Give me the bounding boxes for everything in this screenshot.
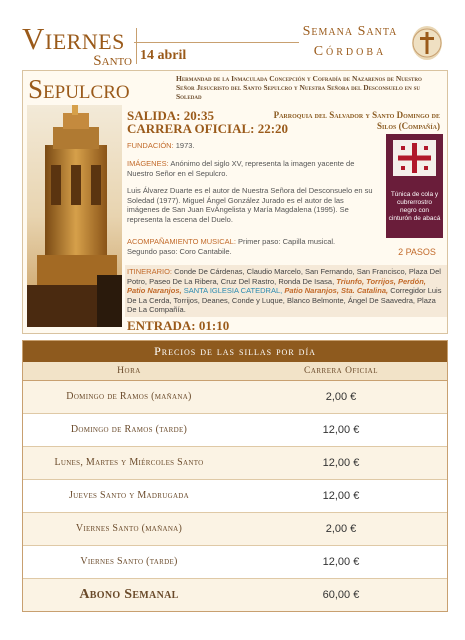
brotherhood-title: Sepulcro: [28, 74, 130, 104]
row-price: 12,00 €: [322, 424, 360, 436]
row-price: 2,00 €: [325, 523, 357, 535]
table-row: [23, 480, 447, 513]
cross-logo-icon: [412, 26, 442, 60]
table-row: [23, 414, 447, 447]
brotherhood-full-name: Hermandad de la Inmaculada Concepción y Cofradía de Nazarenos de Nuestro Señor Jesucristo del Santo Sepulcro y Nuestra Señora del Desconsuelo en su Soledad: [176, 74, 422, 101]
musica-2: Segundo paso: Coro Cantabile.: [127, 246, 232, 256]
date: 14 abril: [140, 48, 187, 63]
brand-line-1: Semana Santa: [302, 24, 398, 39]
itinerario-highlight-1: Triunfo, Torrijos, Perdón, Patio Naranjos,: [127, 276, 426, 295]
row-label: Jueves Santo y Madrugada: [68, 490, 190, 501]
parroquia: Parroquia del Salvador y Santo Domingo de Silos (Compañía): [273, 110, 440, 131]
row-label: Lunes, Martes y Miércoles Santo: [54, 457, 204, 468]
day-sub: Santo: [93, 53, 132, 69]
table-row: [23, 381, 447, 414]
carrera-oficial-time: CARRERA OFICIAL: 22:20: [127, 121, 289, 136]
pasos: 2 PASOS: [398, 247, 436, 257]
row-label: Viernes Santo (tarde): [80, 556, 178, 567]
row-price: 2,00 €: [325, 391, 357, 403]
table-row: [23, 546, 447, 579]
musica-1: Primer paso: Capilla musical.: [238, 237, 336, 246]
salida-time: SALIDA: 20:35: [127, 108, 215, 123]
row-price: 12,00 €: [322, 490, 360, 502]
row-label: Viernes Santo (mañana): [75, 523, 183, 534]
emblem-icon: [393, 140, 436, 176]
imagenes: [127, 159, 377, 178]
musica-label: ACOMPAÑAMIENTO MUSICAL:: [127, 237, 236, 246]
fundacion-label: FUNDACIÓN:: [127, 141, 174, 150]
itinerario-catedral: SANTA IGLESIA CATEDRAL,: [183, 286, 283, 295]
row-label: Domingo de Ramos (tarde): [70, 424, 188, 435]
autores: Luis Álvarez Duarte es el autor de Nuestra Señora del Desconsuelo en su Soledad (1977). Miguel Ángel González Jurado es el autor de las imágenes de San Juan EvÁngelista y María Magdalena (1995). Se representa la escena del Duelo.: [127, 186, 373, 224]
row-price: 12,00 €: [322, 457, 360, 469]
itinerario: [125, 265, 447, 317]
col-hora-header: Hora: [117, 366, 141, 376]
musica: [127, 237, 377, 256]
vestment-box: [386, 134, 443, 238]
fundacion: [127, 141, 377, 151]
prices-rows: [23, 381, 447, 611]
prices-table: [22, 340, 448, 612]
day-name: Viernes: [22, 21, 125, 56]
row-label: Domingo de Ramos (mañana): [66, 391, 192, 402]
itinerario-highlight-2: Patio Naranjos, Sta. Catalina,: [284, 286, 389, 295]
table-row: [23, 447, 447, 480]
vestment-text: Túnica de cola y cubrerrostro negro con cinturón de abacá: [388, 191, 441, 222]
day-heading: [22, 21, 134, 69]
prices-title: Precios de las sillas por día: [23, 341, 447, 362]
row-price: 60,00 €: [322, 589, 360, 601]
itinerario-label: ITINERARIO:: [127, 267, 173, 276]
header-divider-vertical: [136, 28, 137, 64]
table-row: [23, 513, 447, 546]
imagenes-value: Anónimo del siglo XV, representa la imagen yacente de Nuestro Señor en el Sepulcro.: [127, 159, 355, 178]
itinerario-part-1: Conde De Cárdenas, Claudio Marcelo, San Fernando, San Francisco, Plaza Del Potro, Paseo De La Ribera, Cruz Del Rastro, Ronda De Isasa,: [127, 267, 441, 286]
brand-line-2: Córdoba: [313, 44, 387, 59]
col-carrera-header: Carrera Oficial: [303, 366, 379, 376]
table-row-abono: [23, 579, 447, 611]
row-price: 12,00 €: [322, 556, 360, 568]
prices-header-row: [23, 362, 447, 381]
row-label: Abono Semanal: [79, 587, 179, 602]
imagenes-label: IMÁGENES:: [127, 159, 169, 168]
fundacion-value: 1973.: [175, 141, 195, 150]
header-divider: [134, 42, 299, 43]
brand: [290, 24, 410, 60]
procession-photo: [27, 105, 122, 327]
itinerario-part-2: Corregidor Luis De La Cerda, Torrijos, Deanes, Conde y Luque, Blanco Belmonte, Ángel De Saavedra, Plaza De La Compañía.: [127, 286, 442, 314]
entrada-time: ENTRADA: 01:10: [127, 318, 230, 333]
